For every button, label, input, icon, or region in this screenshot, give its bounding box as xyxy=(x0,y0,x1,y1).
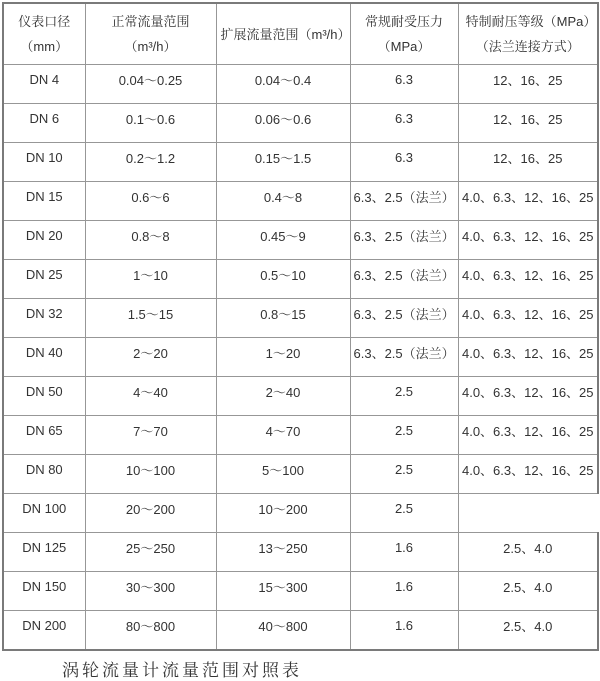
table-cell: 80～800 xyxy=(85,611,216,651)
table-cell: DN 25 xyxy=(3,260,85,299)
table-cell: DN 32 xyxy=(3,299,85,338)
table-cell: 20～200 xyxy=(85,494,216,533)
table-row xyxy=(3,143,598,182)
table-cell: 2.5 xyxy=(350,494,458,533)
table-cell: 1.5～15 xyxy=(85,299,216,338)
table-cell: 6.3、2.5（法兰） xyxy=(350,221,458,260)
table-row xyxy=(3,299,598,338)
table-cell: 0.04～0.25 xyxy=(85,65,216,104)
table-cell: DN 125 xyxy=(3,533,85,572)
cropped-caption-text: 涡轮流量计流量范围对照表 xyxy=(62,661,302,680)
header-row xyxy=(3,3,598,65)
table-cell: 0.4～8 xyxy=(216,182,350,221)
table-cell: 0.1～0.6 xyxy=(85,104,216,143)
table-cell: DN 200 xyxy=(3,611,85,651)
table-cell: 6.3 xyxy=(350,143,458,182)
table-cell: DN 15 xyxy=(3,182,85,221)
table-cell: 4～40 xyxy=(85,377,216,416)
table-row xyxy=(3,182,598,221)
table-cell: 1～10 xyxy=(85,260,216,299)
table-cell: 4.0、6.3、12、16、25 xyxy=(458,299,598,338)
table-cell: 0.06～0.6 xyxy=(216,104,350,143)
table-cell: 7～70 xyxy=(85,416,216,455)
table-cell: 4.0、6.3、12、16、25 xyxy=(458,455,598,494)
table-cell: 0.8～8 xyxy=(85,221,216,260)
table-row xyxy=(3,104,598,143)
table-cell: DN 40 xyxy=(3,338,85,377)
column-header: 仪表口径（mm） xyxy=(3,3,85,65)
table-row xyxy=(3,377,598,416)
table-cell: 6.3、2.5（法兰） xyxy=(350,260,458,299)
table-cell: 6.3、2.5（法兰） xyxy=(350,299,458,338)
table-cell: 0.04～0.4 xyxy=(216,65,350,104)
table-cell: 6.3、2.5（法兰） xyxy=(350,338,458,377)
table-cell: DN 6 xyxy=(3,104,85,143)
table-cell: 2.5 xyxy=(350,416,458,455)
table-cell: 6.3、2.5（法兰） xyxy=(350,182,458,221)
table-cell: 4.0、6.3、12、16、25 xyxy=(458,182,598,221)
table-cell: 2.5、4.0 xyxy=(458,533,598,572)
table-body xyxy=(3,65,598,651)
table-cell: 12、16、25 xyxy=(458,143,598,182)
table-cell: 0.5～10 xyxy=(216,260,350,299)
table-cell: 30～300 xyxy=(85,572,216,611)
table-cell: 1.6 xyxy=(350,611,458,651)
table-cell: 0.6～6 xyxy=(85,182,216,221)
table-cell: DN 80 xyxy=(3,455,85,494)
table-cell: 4.0、6.3、12、16、25 xyxy=(458,416,598,455)
table-cell: 4.0、6.3、12、16、25 xyxy=(458,260,598,299)
table-cell: 1.6 xyxy=(350,572,458,611)
table-row xyxy=(3,416,598,455)
table-cell: 13～250 xyxy=(216,533,350,572)
table-cell: 0.45～9 xyxy=(216,221,350,260)
column-header: 扩展流量范围（m³/h） xyxy=(216,3,350,65)
table-row xyxy=(3,572,598,611)
flow-meter-spec-table xyxy=(2,2,599,651)
table-cell: 0.8～15 xyxy=(216,299,350,338)
table-cell: DN 10 xyxy=(3,143,85,182)
column-header: 正常流量范围（m³/h） xyxy=(85,3,216,65)
table-cell: 10～200 xyxy=(216,494,350,533)
table-cell: 4.0、6.3、12、16、25 xyxy=(458,221,598,260)
table-cell: 15～300 xyxy=(216,572,350,611)
table-cell: 5～100 xyxy=(216,455,350,494)
table-cell: DN 100 xyxy=(3,494,85,533)
table-row xyxy=(3,455,598,494)
table-cell: 1～20 xyxy=(216,338,350,377)
page xyxy=(0,2,600,680)
table-row xyxy=(3,533,598,572)
table-cell: 12、16、25 xyxy=(458,65,598,104)
table-cell: DN 50 xyxy=(3,377,85,416)
table-row xyxy=(3,65,598,104)
table-cell: 2.5、4.0 xyxy=(458,611,598,651)
table-row xyxy=(3,260,598,299)
table-cell: 4～70 xyxy=(216,416,350,455)
table-cell: 4.0、6.3、12、16、25 xyxy=(458,377,598,416)
table-cell: 40～800 xyxy=(216,611,350,651)
table-cell: DN 150 xyxy=(3,572,85,611)
table-row xyxy=(3,494,598,533)
column-header: 常规耐受压力（MPa） xyxy=(350,3,458,65)
table-cell: 25～250 xyxy=(85,533,216,572)
table-row xyxy=(3,611,598,651)
table-cell: 6.3 xyxy=(350,104,458,143)
table-cell: 2～40 xyxy=(216,377,350,416)
table-cell: 1.6 xyxy=(350,533,458,572)
table-cell xyxy=(458,494,598,533)
table-cell: 6.3 xyxy=(350,65,458,104)
table-row xyxy=(3,338,598,377)
table-cell: 0.15～1.5 xyxy=(216,143,350,182)
table-cell: 0.2～1.2 xyxy=(85,143,216,182)
table-cell: 2.5、4.0 xyxy=(458,572,598,611)
table-cell: 2.5 xyxy=(350,455,458,494)
table-row xyxy=(3,221,598,260)
table-cell: DN 4 xyxy=(3,65,85,104)
table-cell: 2～20 xyxy=(85,338,216,377)
table-cell: 4.0、6.3、12、16、25 xyxy=(458,338,598,377)
table-cell: 12、16、25 xyxy=(458,104,598,143)
table-cell: DN 20 xyxy=(3,221,85,260)
table-cell: DN 65 xyxy=(3,416,85,455)
table-cell: 2.5 xyxy=(350,377,458,416)
table-cell: 10～100 xyxy=(85,455,216,494)
column-header: 特制耐压等级（MPa）（法兰连接方式） xyxy=(458,3,598,65)
table-header-row xyxy=(3,3,598,65)
